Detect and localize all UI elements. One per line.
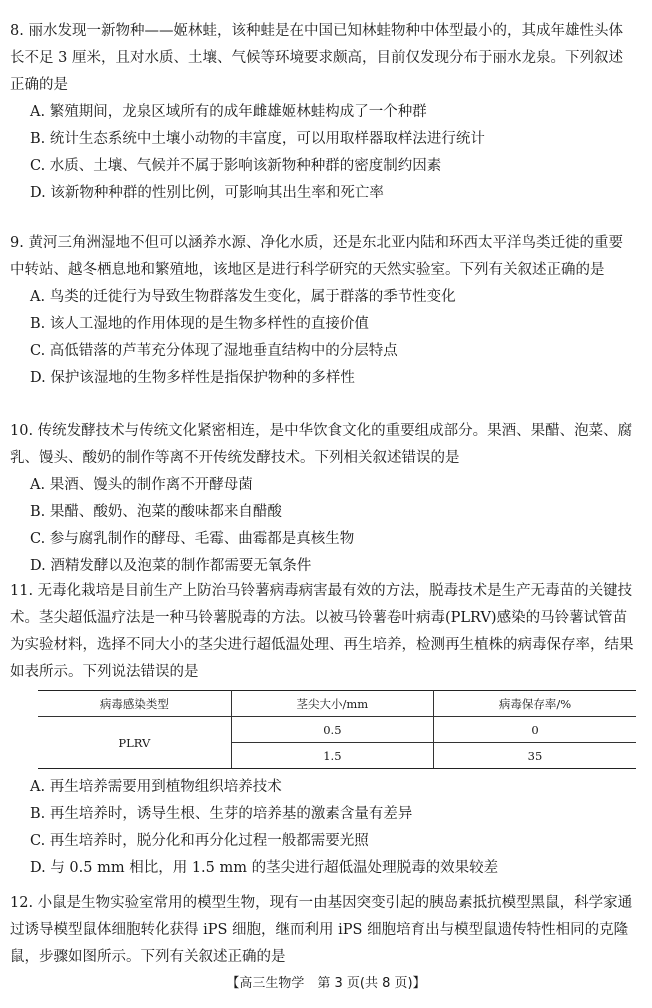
table-cell-virus-type: PLRV bbox=[38, 717, 231, 769]
question-11-option-c: C. 再生培养时，脱分化和再分化过程一般都需要光照 bbox=[30, 833, 369, 849]
table-header-cell: 病毒感染类型 bbox=[38, 691, 231, 717]
question-11-option-d: D. 与 0.5 mm 相比，用 1.5 mm 的茎尖进行超低温处理脱毒的效果较差 bbox=[30, 860, 499, 876]
table-row bbox=[38, 717, 636, 743]
question-12-stem: 12. 小鼠是生物实验室常用的模型生物，现有一由基因突变引起的胰岛素抵抗模型黑鼠，科学家通过诱导模型鼠体细胞转化获得 iPS 细胞，继而利用 iPS 细胞培育出与模型鼠遗传特性相同的克隆鼠，步骤如图所示。下列有关叙述正确的是 bbox=[10, 895, 633, 965]
virus-retention-table bbox=[38, 690, 636, 769]
question-10-option-c: C. 参与腐乳制作的酵母、毛霉、曲霉都是真核生物 bbox=[30, 531, 355, 547]
question-9-option-a: A. 鸟类的迁徙行为导致生物群落发生变化，属于群落的季节性变化 bbox=[30, 289, 456, 305]
question-11-option-a: A. 再生培养需要用到植物组织培养技术 bbox=[30, 779, 282, 795]
table-cell: 35 bbox=[433, 743, 636, 769]
question-8-option-a: A. 繁殖期间，龙泉区域所有的成年雌雄姬林蛙构成了一个种群 bbox=[30, 104, 427, 120]
question-10-option-a: A. 果酒、馒头的制作离不开酵母菌 bbox=[30, 477, 253, 493]
question-8-stem: 8. 丽水发现一新物种——姬林蛙，该种蛙是在中国已知林蛙物种中体型最小的，其成年雄性头体长不足 3 厘米，且对水质、土壤、气候等环境要求颇高，目前仅发现分布于丽水龙泉。下列叙述正确的是 bbox=[10, 23, 623, 93]
page-footer: 【高三生物学 第 3 页(共 8 页)】 bbox=[226, 976, 426, 991]
question-9 bbox=[10, 230, 636, 392]
table-cell: 0.5 bbox=[231, 717, 433, 743]
question-8 bbox=[10, 18, 636, 207]
table-header-row bbox=[38, 691, 636, 717]
table-cell: 1.5 bbox=[231, 743, 433, 769]
question-10 bbox=[10, 418, 636, 580]
question-11 bbox=[10, 578, 636, 686]
question-10-stem: 10. 传统发酵技术与传统文化紧密相连，是中华饮食文化的重要组成部分。果酒、果醋、泡菜、腐乳、馒头、酸奶的制作等离不开传统发酵技术。下列相关叙述错误的是 bbox=[10, 423, 633, 466]
question-12 bbox=[10, 890, 636, 971]
question-11-options bbox=[10, 774, 636, 882]
question-8-option-b: B. 统计生态系统中土壤小动物的丰富度，可以用取样器取样法进行统计 bbox=[30, 131, 485, 147]
question-10-option-b: B. 果醋、酸奶、泡菜的酸味都来自醋酸 bbox=[30, 504, 282, 520]
question-11-option-b: B. 再生培养时，诱导生根、生芽的培养基的激素含量有差异 bbox=[30, 806, 413, 822]
question-9-option-d: D. 保护该湿地的生物多样性是指保护物种的多样性 bbox=[30, 370, 355, 386]
question-8-option-c: C. 水质、土壤、气候并不属于影响该新物种种群的密度制约因素 bbox=[30, 158, 442, 174]
table-header-cell: 病毒保存率/% bbox=[433, 691, 636, 717]
question-8-option-d: D. 该新物种种群的性别比例，可影响其出生率和死亡率 bbox=[30, 185, 384, 201]
question-11-stem: 11. 无毒化栽培是目前生产上防治马铃薯病毒病害最有效的方法，脱毒技术是生产无毒苗的关键技术。茎尖超低温疗法是一种马铃薯脱毒的方法。以被马铃薯卷叶病毒(PLRV)感染的马铃薯试管苗为实验材料，选择不同大小的茎尖进行超低温处理、再生培养，检测再生植株的病毒保存率，结果如表所示。下列说法错误的是 bbox=[10, 583, 634, 680]
question-9-option-b: B. 该人工湿地的作用体现的是生物多样性的直接价值 bbox=[30, 316, 369, 332]
question-10-option-d: D. 酒精发酵以及泡菜的制作都需要无氧条件 bbox=[30, 558, 312, 574]
table-header-cell: 茎尖大小/mm bbox=[231, 691, 433, 717]
question-9-option-c: C. 高低错落的芦苇充分体现了湿地垂直结构中的分层特点 bbox=[30, 343, 398, 359]
question-9-stem: 9. 黄河三角洲湿地不但可以涵养水源、净化水质，还是东北亚内陆和环西太平洋鸟类迁徙的重要中转站、越冬栖息地和繁殖地，该地区是进行科学研究的天然实验室。下列有关叙述正确的是 bbox=[10, 235, 623, 278]
table-cell: 0 bbox=[433, 717, 636, 743]
